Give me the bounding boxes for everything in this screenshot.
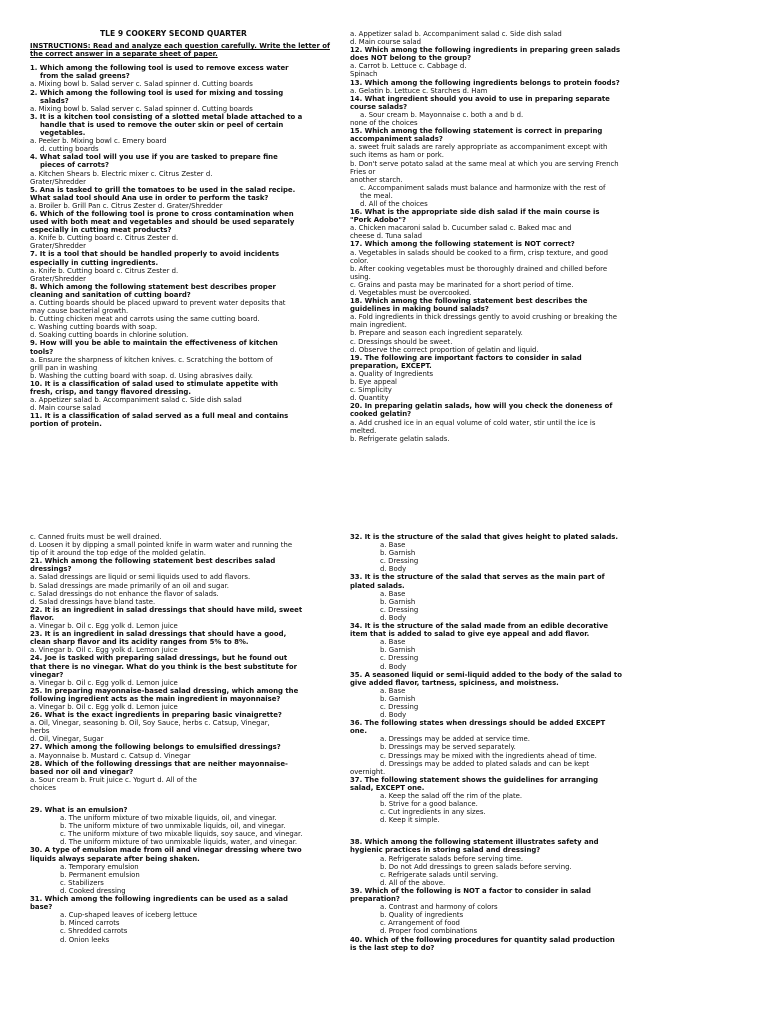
answer-choice: a. Sour cream b. Mayonnaise c. both a and b d. (360, 110, 524, 119)
answer-choice: d. Soaking cutting boards in chlorine solution. (30, 331, 189, 340)
question-text: 21. Which among the following statement best describes salad (30, 557, 276, 566)
question-text: 20. In preparing gelatin salads, how will you check the doneness of (350, 402, 613, 411)
answer-choice: b. After cooking vegetables must be thoroughly drained and chilled before (350, 264, 608, 273)
answer-choice: a. Vinegar b. Oil c. Egg yolk d. Lemon juice (30, 646, 178, 655)
question-text: 17. Which among the following statement is NOT correct? (350, 240, 575, 249)
answer-choice: a. Mixing bowl b. Salad server c. Salad spinner d. Cutting boards (30, 80, 253, 89)
question-text: What salad tool should Ana use in order to perform the task? (30, 193, 269, 202)
question-text: based nor oil and vinegar? (30, 767, 134, 776)
answer-choice: a. Knife b. Cutting board c. Citrus Zester d. (30, 266, 179, 275)
question-text: 18. Which among the following statement best describes the (350, 297, 588, 306)
answer-choice: a. Refrigerate salads before serving time. (380, 854, 524, 863)
answer-choice: d. Oil, Vinegar, Sugar (30, 735, 104, 744)
answer-choice: b. Don't serve potato salad at the same meal at which you are serving French (350, 159, 619, 168)
question-list (30, 64, 345, 428)
answer-choice: color. (350, 256, 369, 265)
answer-choice: b. Refrigerate gelatin salads. (350, 434, 450, 443)
question-text: preparation? (350, 895, 400, 904)
answer-choice: melted. (350, 426, 377, 435)
answer-choice: c. Dressing (380, 654, 419, 663)
question-text: 38. Which among the following statement illustrates safety and (350, 838, 599, 847)
question-text: 23. It is an ingredient in salad dressings that should have a good, (30, 630, 287, 639)
answer-choice: d. Dressings may be added to plated salads and can be kept (380, 759, 590, 768)
instructions: INSTRUCTIONS: Read and analyze each question carefully. Write the letter of the correct answer in a separate sheet of paper. (30, 42, 330, 59)
question-text: especially in cutting ingredients. (30, 258, 159, 267)
answer-choice: a. Dressings may be added at service time. (380, 735, 530, 744)
answer-choice: a. Sour cream b. Fruit juice c. Yogurt d. All of the (30, 775, 197, 784)
answer-choice: a. Temporary emulsion (60, 862, 139, 871)
question-text: 19. The following are important factors to consider in salad (350, 353, 582, 362)
question-text: 35. A seasoned liquid or semi-liquid added to the body of the salad to (350, 670, 622, 679)
answer-choice: b. Garnish (380, 549, 416, 558)
answer-choice: choices (30, 783, 56, 792)
question-text: 40. Which of the following procedures for quantity salad production (350, 935, 615, 944)
question-text: hygienic practices in storing salad and dressing? (350, 846, 541, 855)
question-text: "Pork Adobo"? (350, 216, 407, 225)
question-text: portion of protein. (30, 420, 102, 429)
question-text: 32. It is the structure of the salad that gives height to plated salads. (350, 533, 619, 541)
answer-choice: overnight. (350, 767, 386, 776)
question-text: 25. In preparing mayonnaise-based salad dressing, which among the (30, 686, 299, 695)
answer-choice: c. The uniform mixture of two mixable liquids, soy sauce, and vinegar. (60, 830, 303, 839)
answer-choice: d. cutting boards (40, 145, 99, 154)
question-text: 10. It is a classification of salad used to stimulate appetite with (30, 379, 278, 388)
answer-choice: Grater/Shredder (30, 274, 86, 283)
answer-choice: d. Keep it simple. (380, 816, 440, 825)
answer-choice: c. Dressings may be mixed with the ingredients ahead of time. (380, 751, 597, 760)
answer-choice: a. Base (380, 686, 406, 695)
answer-choice: using. (350, 272, 371, 281)
answer-choice: d. Quantity (350, 394, 389, 403)
question-text: salads? (40, 96, 69, 105)
answer-choice: a. Appetizer salad b. Accompaniment salad c. Side dish salad (30, 396, 242, 405)
answer-choice: d. Body (380, 565, 407, 574)
answer-choice: a. Base (380, 541, 406, 550)
page-title: TLE 9 COOKERY SECOND QUARTER (100, 29, 247, 38)
answer-choice: d. Vegetables must be overcooked. (350, 289, 472, 297)
answer-choice: grill pan in washing (30, 363, 98, 372)
question-text: 24. Joe is tasked with preparing salad dressings, but he found out (30, 654, 288, 663)
question-text: 13. Which among the following ingredients belongs to protein foods? (350, 78, 620, 87)
answer-choice: d. Cooked dressing (60, 886, 126, 895)
answer-choice: a. Gelatin b. Lettuce c. Starches d. Ham (350, 86, 488, 95)
answer-choice: the meal. (360, 191, 393, 200)
answer-choice: such items as ham or pork. (350, 151, 444, 160)
answer-choice: d. Loosen it by dipping a small pointed knife in warm water and running the (30, 541, 293, 550)
answer-choice: b. Washing the cutting board with soap. d. Using abrasives daily. (30, 371, 253, 380)
answer-choice: a. Base (380, 638, 406, 647)
question-text: 29. What is an emulsion? (30, 806, 128, 814)
question-text: 2. Which among the following tool is used for mixing and tossing (30, 88, 284, 97)
answer-choice: c. Dressing (380, 702, 419, 711)
answer-choice: b. Garnish (380, 646, 416, 655)
question-text: 16. What is the appropriate side dish salad if the main course is (350, 208, 600, 217)
answer-choice: d. All of the above. (380, 878, 446, 887)
question-text: clean sharp flavor and its acidity ranges from 5% to 8%. (30, 638, 249, 647)
question-text: flavor. (30, 613, 55, 622)
question-text: item that is added to salad to give eye appeal and add flavor. (350, 630, 590, 639)
answer-choice: a. Ensure the sharpness of kitchen knives. c. Scratching the bottom of (30, 355, 273, 364)
question-text: does NOT belong to the group? (350, 54, 472, 63)
question-text: 31. Which among the following ingredients can be used as a salad (30, 895, 288, 904)
answer-choice: d. All of the choices (360, 199, 428, 208)
answer-choice: d. Body (380, 711, 407, 720)
answer-choice: b. Garnish (380, 694, 416, 703)
answer-choice: c. Washing cutting boards with soap. (30, 323, 158, 332)
question-text: 33. It is the structure of the salad that serves as the main part of (350, 573, 605, 582)
answer-choice: a. Cup-shaped leaves of iceberg lettuce (60, 911, 198, 920)
answer-choice: d. Body (380, 613, 407, 622)
answer-choice: a. Carrot b. Lettuce c. Cabbage d. (350, 62, 467, 71)
question-list (30, 533, 345, 944)
spacer (30, 792, 345, 806)
answer-choice: herbs (30, 727, 50, 736)
answer-choice: a. Mixing bowl b. Salad server c. Salad spinner d. Cutting boards (30, 104, 253, 113)
answer-choice: a. Peeler b. Mixing bowl c. Emery board (30, 137, 167, 146)
question-text: 26. What is the exact ingredients in preparing basic vinaigrette? (30, 711, 282, 720)
answer-choice: d. Salad dressings have bland taste. (30, 597, 156, 606)
question-text: 14. What ingredient should you avoid to use in preparing separate (350, 94, 610, 103)
column-bottom-right (350, 533, 650, 952)
question-text: pieces of carrots? (40, 161, 110, 170)
answer-choice: Grater/Shredder (30, 242, 86, 251)
question-text: one. (350, 727, 367, 736)
answer-choice: d. Main course salad (30, 404, 101, 413)
question-text: dressings? (30, 565, 72, 574)
answer-choice: main ingredient. (350, 321, 407, 330)
question-text: 28. Which of the following dressings that are neither mayonnaise- (30, 759, 288, 768)
question-text: fresh, crisp, and tangy flavored dressing. (30, 388, 191, 397)
answer-choice: a. sweet fruit salads are rarely appropriate as accompaniment except with (350, 143, 608, 152)
answer-choice: b. Quality of ingredients (380, 911, 464, 920)
answer-choice: b. Prepare and season each ingredient separately. (350, 329, 523, 338)
column-bottom-left (30, 533, 345, 944)
question-text: base? (30, 903, 53, 912)
question-text: 15. Which among the following statement is correct in preparing (350, 127, 603, 136)
answer-choice: a. Vinegar b. Oil c. Egg yolk d. Lemon juice (30, 622, 178, 631)
answer-choice: c. Arrangement of food (380, 919, 460, 928)
question-text: liquids always separate after being shaken. (30, 854, 200, 863)
answer-choice: b. Cutting chicken meat and carrots using the same cutting board. (30, 315, 260, 324)
column-top-right (350, 30, 650, 443)
answer-choice: c. Dressing (380, 557, 419, 566)
answer-choice: b. Permanent emulsion (60, 870, 140, 879)
answer-choice: b. Strive for a good balance. (380, 800, 478, 809)
question-text: cooked gelatin? (350, 410, 412, 419)
question-text: 9. How will you be able to maintain the effectiveness of kitchen (30, 339, 278, 348)
answer-choice: b. Salad dressings are made primarily of an oil and sugar. (30, 581, 229, 590)
question-text: 27. Which among the following belongs to emulsified dressings? (30, 743, 281, 752)
answer-choice: a. Knife b. Cutting board c. Citrus Zester d. (30, 234, 179, 243)
answer-choice: d. Observe the correct proportion of gelatin and liquid. (350, 345, 539, 354)
question-text: 11. It is a classification of salad served as a full meal and contains (30, 412, 289, 421)
question-text: accompaniment salads? (350, 135, 443, 144)
answer-choice: none of the choices (350, 119, 418, 128)
answer-choice: c. Dressing (380, 605, 419, 614)
answer-choice: a. Vinegar b. Oil c. Egg yolk d. Lemon juice (30, 678, 178, 687)
answer-choice: Fries or (350, 167, 376, 176)
question-text: 6. Which of the following tool is prone to cross contamination when (30, 209, 294, 218)
question-text: 1. Which among the following tool is used to remove excess water (30, 64, 289, 73)
answer-choice: a. Keep the salad off the rim of the plate. (380, 792, 523, 800)
question-text: used with both meat and vegetables and should be used separately (30, 218, 295, 227)
answer-choice: c. Dressings should be sweet. (350, 337, 453, 346)
answer-choice: a. Vegetables in salads should be cooked to a firm, crisp texture, and good (350, 248, 608, 257)
column-top-left (30, 30, 345, 429)
answer-choice: d. The uniform mixture of two unmixable liquids, water, and vinegar. (60, 838, 298, 847)
answer-choice: c. Shredded carrots (60, 927, 128, 936)
question-text: 22. It is an ingredient in salad dressings that should have mild, sweet (30, 605, 303, 614)
answer-choice: a. Cutting boards should be placed upward to prevent water deposits that (30, 299, 286, 307)
question-text: salad, EXCEPT one. (350, 783, 425, 792)
answer-choice: a. Chicken macaroni salad b. Cucumber salad c. Baked mac and (350, 224, 572, 233)
answer-choice: b. Garnish (380, 597, 416, 606)
answer-choice: c. Canned fruits must be well drained. (30, 533, 162, 541)
answer-choice: a. Add crushed ice in an equal volume of cold water, stir until the ice is (350, 418, 596, 427)
question-list (350, 30, 650, 443)
answer-choice: another starch. (350, 175, 403, 184)
question-text: especially in cutting meat products? (30, 226, 172, 235)
question-text: give added flavor, tartness, spiciness, and moistness. (350, 678, 559, 687)
answer-choice: a. Appetizer salad b. Accompaniment salad c. Side dish salad (350, 30, 562, 38)
answer-choice: a. Oil, Vinegar, seasoning b. Oil, Soy Sauce, herbs c. Catsup, Vinegar, (30, 719, 270, 728)
answer-choice: c. Stabilizers (60, 878, 104, 887)
answer-choice: a. Mayonnaise b. Mustard c. Catsup d. Vinegar (30, 751, 191, 760)
answer-choice: a. Base (380, 589, 406, 598)
question-text: 12. Which among the following ingredients in preparing green salads (350, 46, 621, 55)
question-text: vegetables. (40, 129, 86, 138)
answer-choice: b. Dressings may be served separately. (380, 743, 516, 752)
answer-choice: d. Proper food combinations (380, 927, 478, 936)
answer-choice: tip of it around the top edge of the molded gelatin. (30, 549, 206, 558)
answer-choice: a. Quality of Ingredients (350, 369, 434, 378)
answer-choice: d. Body (380, 662, 407, 671)
question-text: 37. The following statement shows the guidelines for arranging (350, 775, 599, 784)
answer-choice: b. The uniform mixture of two unmixable liquids, oil, and vinegar. (60, 822, 286, 831)
question-text: is the last step to do? (350, 943, 435, 952)
question-text: plated salads. (350, 581, 405, 590)
answer-choice: a. Broiler b. Grill Pan c. Citrus Zester d. Grater/Shredder (30, 201, 223, 210)
question-text: 4. What salad tool will you use if you are tasked to prepare fine (30, 153, 278, 162)
answer-choice: a. The uniform mixture of two mixable liquids, oil, and vinegar. (60, 814, 277, 823)
answer-choice: c. Accompaniment salads must balance and harmonize with the rest of (360, 183, 606, 192)
question-text: 39. Which of the following is NOT a factor to consider in salad (350, 886, 591, 895)
answer-choice: Grater/Shredder (30, 177, 86, 186)
answer-choice: b. Minced carrots (60, 919, 120, 928)
question-text: 5. Ana is tasked to grill the tomatoes to be used in the salad recipe. (30, 185, 296, 194)
answer-choice: a. Fold ingredients in thick dressings gently to avoid crushing or breaking the (350, 313, 617, 322)
answer-choice: c. Refrigerate salads until serving. (380, 870, 499, 879)
answer-choice: a. Salad dressings are liquid or semi liquids used to add flavors. (30, 573, 251, 582)
question-list (350, 533, 650, 952)
question-text: from the salad greens? (40, 72, 130, 81)
answer-choice: Spinach (350, 70, 378, 79)
question-text: tools? (30, 347, 54, 356)
question-text: that there is no vinegar. What do you think is the best substitute for (30, 662, 298, 671)
question-text: 3. It is a kitchen tool consisting of a slotted metal blade attached to a (30, 112, 303, 121)
question-text: guidelines in making bound salads? (350, 305, 489, 314)
answer-choice: a. Vinegar b. Oil c. Egg yolk d. Lemon juice (30, 702, 178, 711)
answer-choice: may cause bacterial growth. (30, 307, 129, 316)
question-text: vinegar? (30, 670, 64, 679)
answer-choice: cheese d. Tuna salad (350, 232, 423, 241)
question-text: 34. It is the structure of the salad made from an edible decorative (350, 622, 609, 631)
answer-choice: a. Kitchen Shears b. Electric mixer c. Citrus Zester d. (30, 169, 213, 178)
question-text: 30. A type of emulsion made from oil and vinegar dressing where two (30, 846, 302, 855)
answer-choice: c. Simplicity (350, 386, 392, 395)
answer-choice: d. Onion leeks (60, 935, 110, 944)
answer-choice: a. Contrast and harmony of colors (380, 903, 498, 912)
question-text: cleaning and sanitation of cutting board? (30, 290, 191, 299)
question-text: handle that is used to remove the outer skin or peel of certain (40, 120, 284, 129)
answer-choice: c. Salad dressings do not enhance the flavor of salads. (30, 589, 219, 598)
question-text: course salads? (350, 102, 408, 111)
spacer (350, 824, 650, 838)
question-text: 36. The following states when dressings should be added EXCEPT (350, 719, 606, 728)
question-text: following ingredient acts as the main ingredient in mayonnaise? (30, 694, 281, 703)
answer-choice: b. Do not Add dressings to green salads before serving. (380, 862, 572, 871)
answer-choice: b. Eye appeal (350, 378, 397, 387)
answer-choice: d. Main course salad (350, 38, 421, 47)
answer-choice: c. Cut ingredients in any sizes. (380, 808, 486, 817)
question-text: 7. It is a tool that should be handled properly to avoid incidents (30, 250, 280, 259)
question-text: 8. Which among the following statement best describes proper (30, 282, 276, 291)
question-text: preparation, EXCEPT. (350, 361, 432, 370)
answer-choice: c. Grains and pasta may be marinated for a short period of time. (350, 280, 574, 289)
